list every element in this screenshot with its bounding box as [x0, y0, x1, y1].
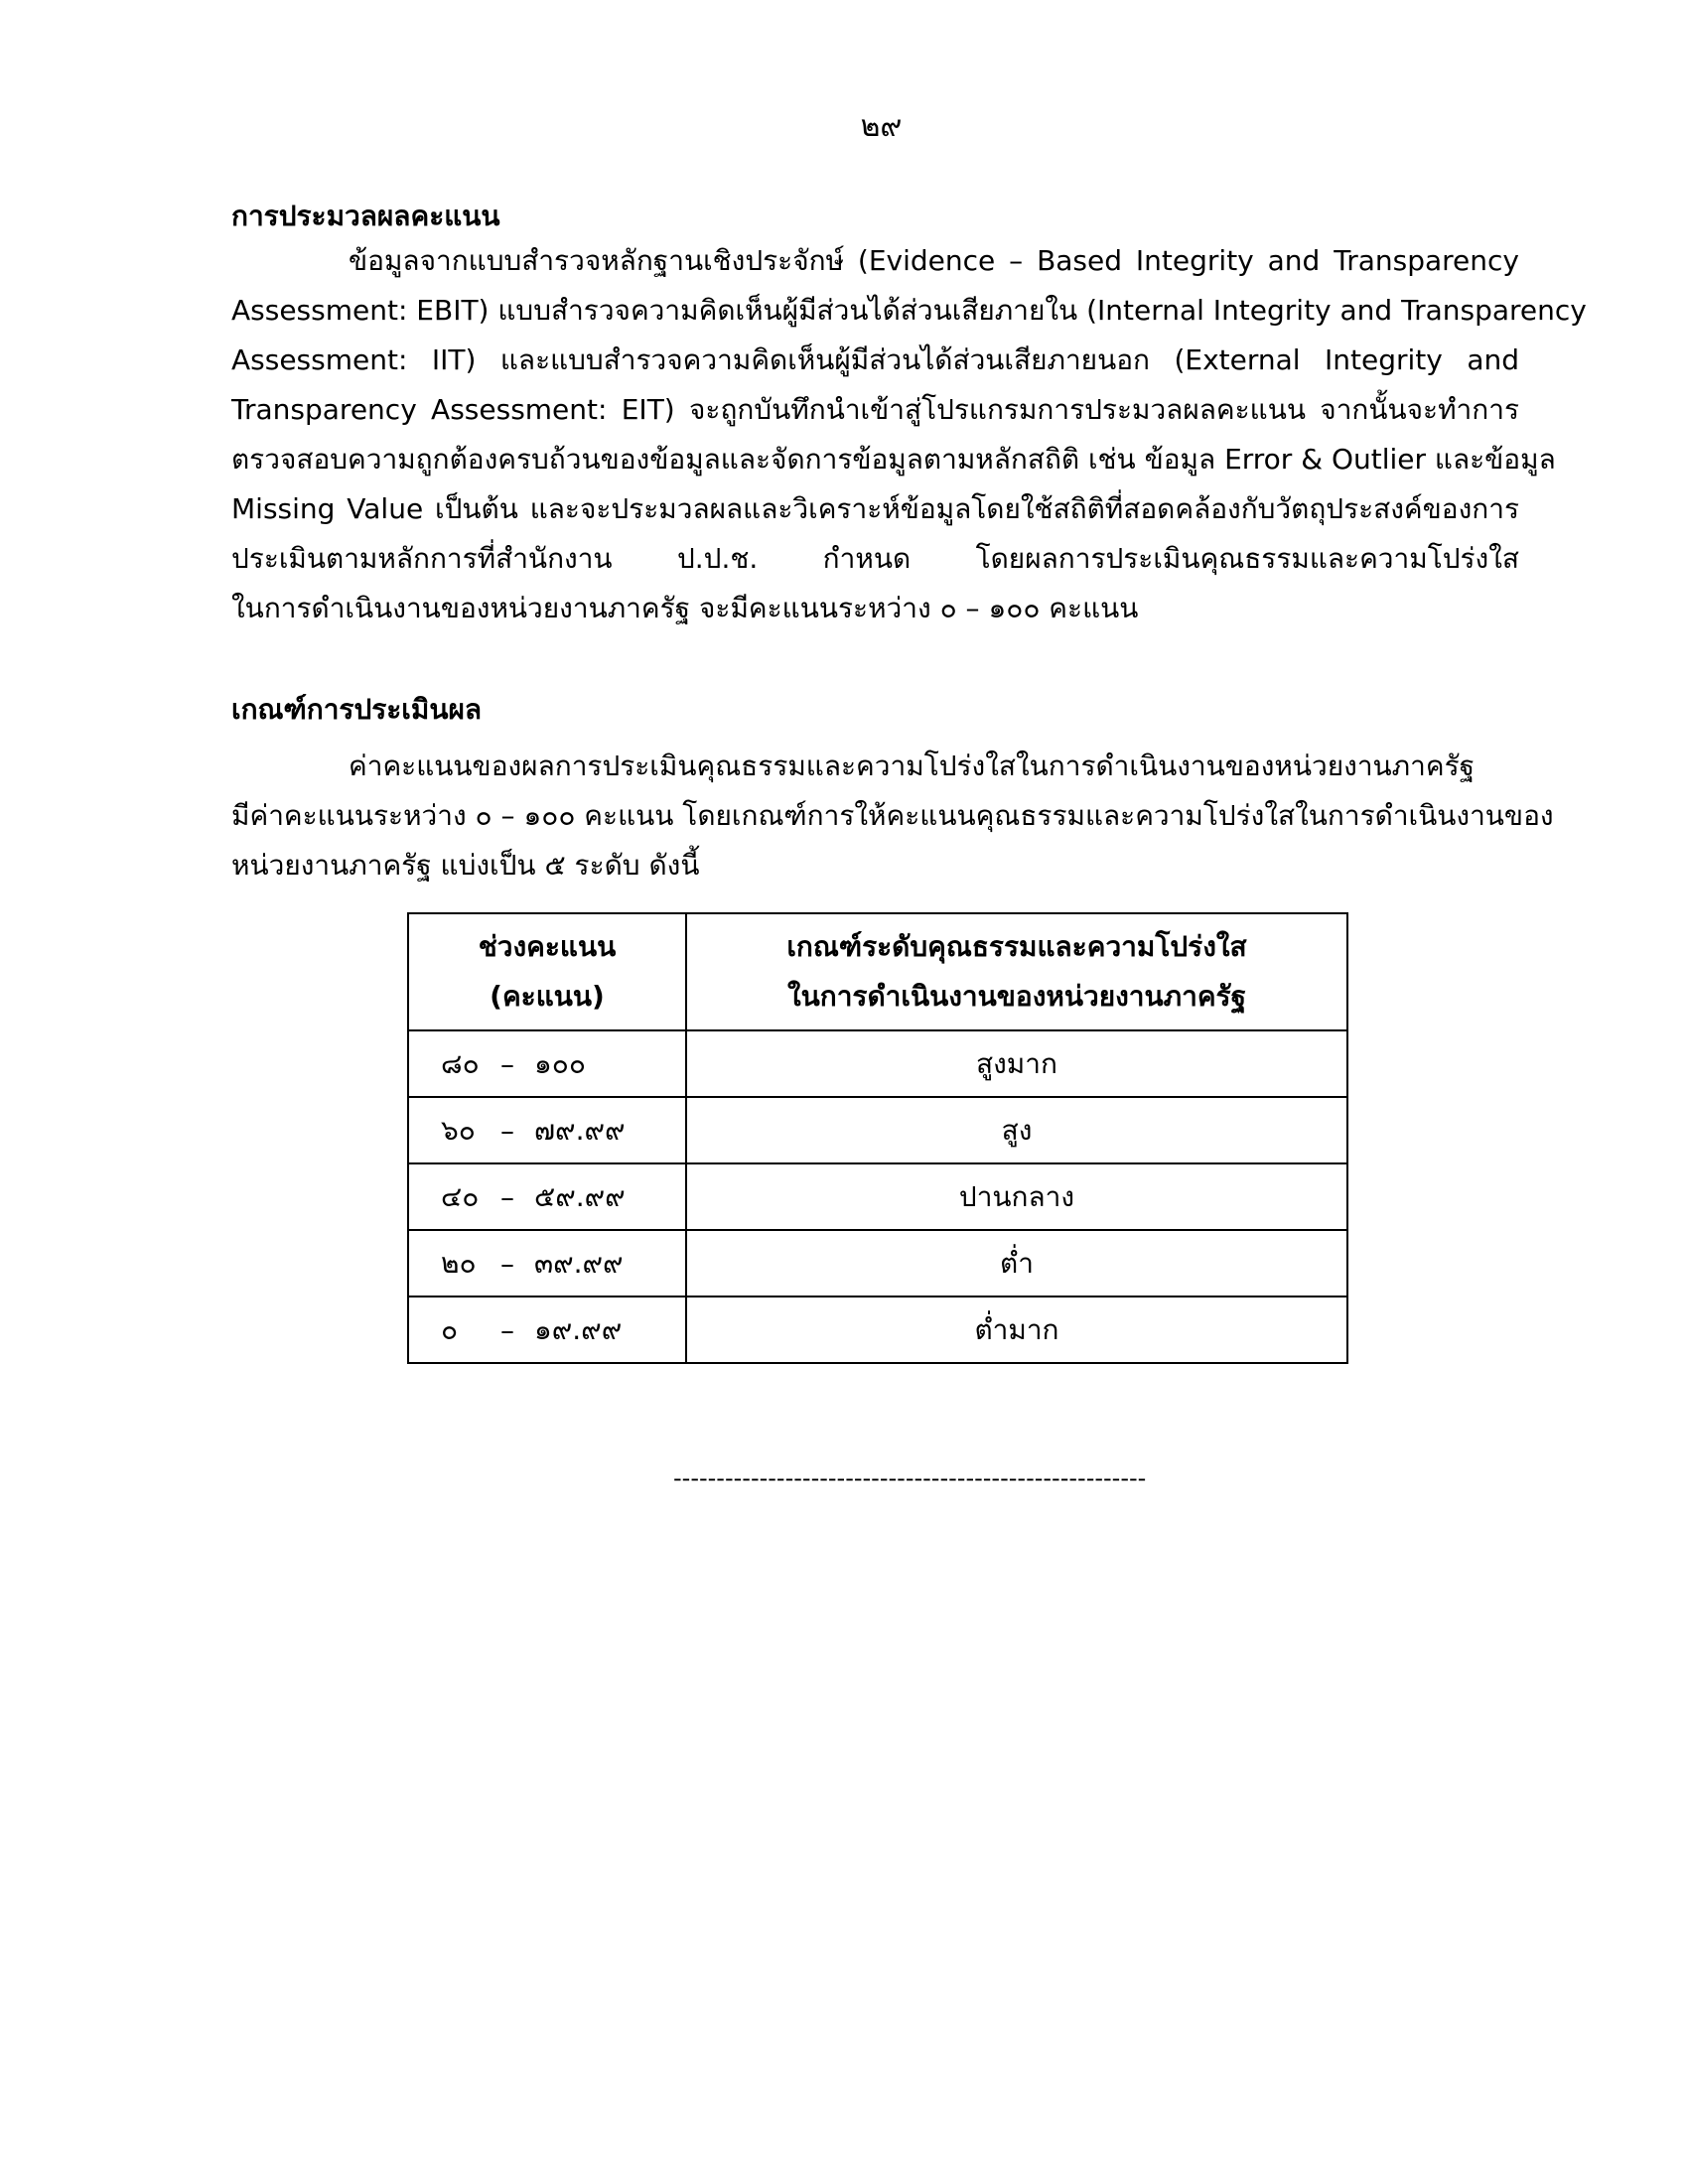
end-of-section-rule: ------------------------------------------------------- — [673, 1464, 1147, 1492]
paragraph-line: ประเมินตามหลักการที่สำนักงาน ป.ป.ช. กำหนด โดยผลการประเมินคุณธรรมและความโปร่งใส — [231, 542, 1519, 575]
level-cell: ต่ำมาก — [686, 1297, 1347, 1363]
header-criteria-level-line1: เกณฑ์ระดับคุณธรรมและความโปร่งใส — [786, 930, 1247, 963]
paragraph-line: Assessment: EBIT) แบบสำรวจความคิดเห็นผู้มีส่วนได้ส่วนเสียภายใน (Internal Integrity and Transparency — [231, 294, 1587, 327]
level-cell: ปานกลาง — [686, 1163, 1347, 1230]
section-heading-score-processing: การประมวลผลคะแนน — [231, 200, 500, 232]
header-criteria-level — [686, 913, 1347, 1030]
level-cell: สูงมาก — [686, 1030, 1347, 1097]
paragraph-line: หน่วยงานภาครัฐ แบ่งเป็น ๕ ระดับ ดังนี้ — [231, 849, 700, 882]
range-high: ๕๙.๙๙ — [534, 1179, 626, 1213]
table-header-row — [408, 913, 1347, 1030]
header-score-range-line1: ช่วงคะแนน — [478, 930, 617, 963]
range-low: ๘๐ — [441, 1046, 480, 1080]
range-dash: – — [500, 1180, 514, 1213]
range-low: ๒๐ — [441, 1246, 477, 1280]
level-cell: สูง — [686, 1097, 1347, 1163]
paragraph-line: ในการดำเนินงานของหน่วยงานภาครัฐ จะมีคะแนนระหว่าง ๐ – ๑๐๐ คะแนน — [231, 592, 1139, 624]
range-dash: – — [500, 1047, 514, 1080]
paragraph-line: Transparency Assessment: EIT) จะถูกบันทึกนำเข้าสู่โปรแกรมการประมวลผลคะแนน จากนั้นจะทำการ — [231, 393, 1519, 426]
table-row — [408, 1297, 1347, 1363]
range-low: ๔๐ — [441, 1179, 480, 1213]
range-dash: – — [500, 1313, 514, 1346]
paragraph-line: Assessment: IIT) และแบบสำรวจความคิดเห็นผู้มีส่วนได้ส่วนเสียภายนอก (External Integrity and — [231, 343, 1519, 376]
paragraph-line: ข้อมูลจากแบบสำรวจหลักฐานเชิงประจักษ์ (Evidence – Based Integrity and Transparency — [349, 244, 1519, 277]
page-number: ๒๙ — [860, 109, 903, 144]
table-row — [408, 1163, 1347, 1230]
range-low: ๖๐ — [441, 1113, 476, 1147]
section-heading-evaluation-criteria: เกณฑ์การประเมินผล — [231, 693, 483, 726]
table-row — [408, 1030, 1347, 1097]
score-range-cell — [408, 1163, 686, 1230]
range-high: ๑๐๐ — [534, 1046, 586, 1080]
score-range-cell — [408, 1297, 686, 1363]
paragraph-line: มีค่าคะแนนระหว่าง ๐ – ๑๐๐ คะแนน โดยเกณฑ์การให้คะแนนคุณธรรมและความโปร่งใสในการดำเนินงานของ — [231, 799, 1554, 832]
header-score-range-line2: (คะแนน) — [490, 980, 605, 1013]
table-row — [408, 1230, 1347, 1297]
criteria-table — [407, 912, 1348, 1364]
evaluation-criteria-paragraph — [231, 742, 1554, 890]
paragraph-line: ตรวจสอบความถูกต้องครบถ้วนของข้อมูลและจัดการข้อมูลตามหลักสถิติ เช่น ข้อมูล Error & Outlier และข้อมูล — [231, 443, 1556, 476]
level-cell: ต่ำ — [686, 1230, 1347, 1297]
score-range-cell — [408, 1097, 686, 1163]
range-high: ๑๙.๙๙ — [534, 1312, 623, 1346]
range-high: ๗๙.๙๙ — [534, 1113, 626, 1147]
range-high: ๓๙.๙๙ — [534, 1246, 624, 1280]
table-row — [408, 1097, 1347, 1163]
range-dash: – — [500, 1247, 514, 1280]
score-processing-paragraph — [231, 236, 1587, 633]
score-range-cell — [408, 1230, 686, 1297]
header-criteria-level-line2: ในการดำเนินงานของหน่วยงานภาครัฐ — [786, 980, 1247, 1013]
score-range-cell — [408, 1030, 686, 1097]
range-low: ๐ — [441, 1312, 459, 1346]
header-score-range — [408, 913, 686, 1030]
range-dash: – — [500, 1114, 514, 1147]
paragraph-line: ค่าคะแนนของผลการประเมินคุณธรรมและความโปร่งใสในการดำเนินงานของหน่วยงานภาครัฐ — [349, 750, 1476, 782]
paragraph-line: Missing Value เป็นต้น และจะประมวลผลและวิเคราะห์ข้อมูลโดยใช้สถิติที่สอดคล้องกับวัตถุประสงค์ของการ — [231, 492, 1519, 525]
